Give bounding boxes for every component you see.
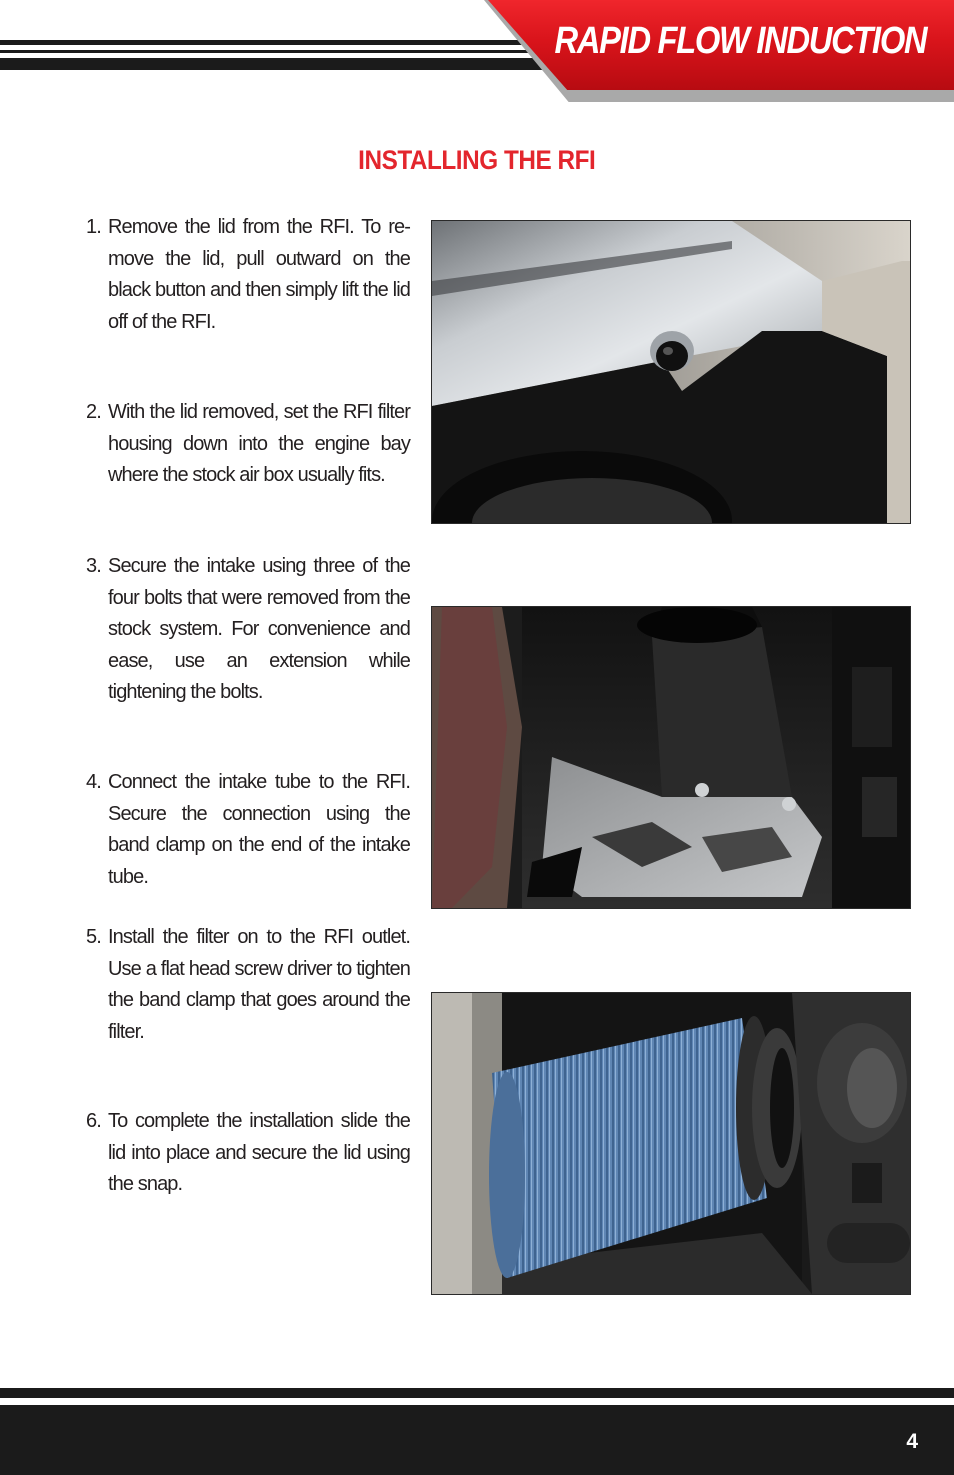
photo-rfi-housing-bolts-image xyxy=(432,607,910,908)
header-rule-middle xyxy=(0,50,565,53)
header-rule-top xyxy=(0,40,560,45)
step-text: To complete the installation slide the lid into place and secure the lid using the snap. xyxy=(108,1110,410,1195)
step-3 xyxy=(86,551,410,709)
step-text: Secure the intake using three of the four bolts that were removed from the stock system. For convenience and ease, use an extension while tightening the bolts. xyxy=(108,555,410,703)
step-number: 4. xyxy=(86,771,101,793)
section-title-text: INSTALLING THE RFI xyxy=(358,145,596,175)
step-number: 5. xyxy=(86,926,101,948)
page-number: 4 xyxy=(906,1430,918,1453)
step-1 xyxy=(86,212,410,338)
step-number: 1. xyxy=(86,216,101,238)
photo-rfi-housing-bolts xyxy=(431,606,911,909)
step-4 xyxy=(86,767,410,893)
photo-rfi-lid-button-image xyxy=(432,221,910,523)
footer-rule xyxy=(0,1388,954,1398)
section-title xyxy=(0,145,954,176)
step-number: 3. xyxy=(86,555,101,577)
step-text: With the lid removed, set the RFI filter housing down into the engine bay where the stock air box usually fits. xyxy=(108,401,410,486)
step-5 xyxy=(86,922,410,1048)
step-number: 2. xyxy=(86,401,101,423)
photo-blue-cone-filter-image xyxy=(432,993,910,1294)
step-2 xyxy=(86,397,410,492)
photo-blue-cone-filter xyxy=(431,992,911,1295)
step-text: Remove the lid from the RFI. To re-move the lid, pull outward on the black button and then simply lift the lid off of the RFI. xyxy=(108,216,410,333)
step-6 xyxy=(86,1106,410,1201)
footer-bar xyxy=(0,1405,954,1475)
header-rule-bottom xyxy=(0,58,575,70)
photo-rfi-lid-button xyxy=(431,220,911,524)
step-text: Install the filter on to the RFI outlet. Use a flat head screw driver to tighten the band clamp that goes around the filter. xyxy=(108,926,410,1043)
banner-title: RAPID FLOW INDUCTION xyxy=(554,20,926,62)
step-text: Connect the intake tube to the RFI. Secure the connection using the band clamp on the end of the intake tube. xyxy=(108,771,410,888)
step-number: 6. xyxy=(86,1110,101,1132)
